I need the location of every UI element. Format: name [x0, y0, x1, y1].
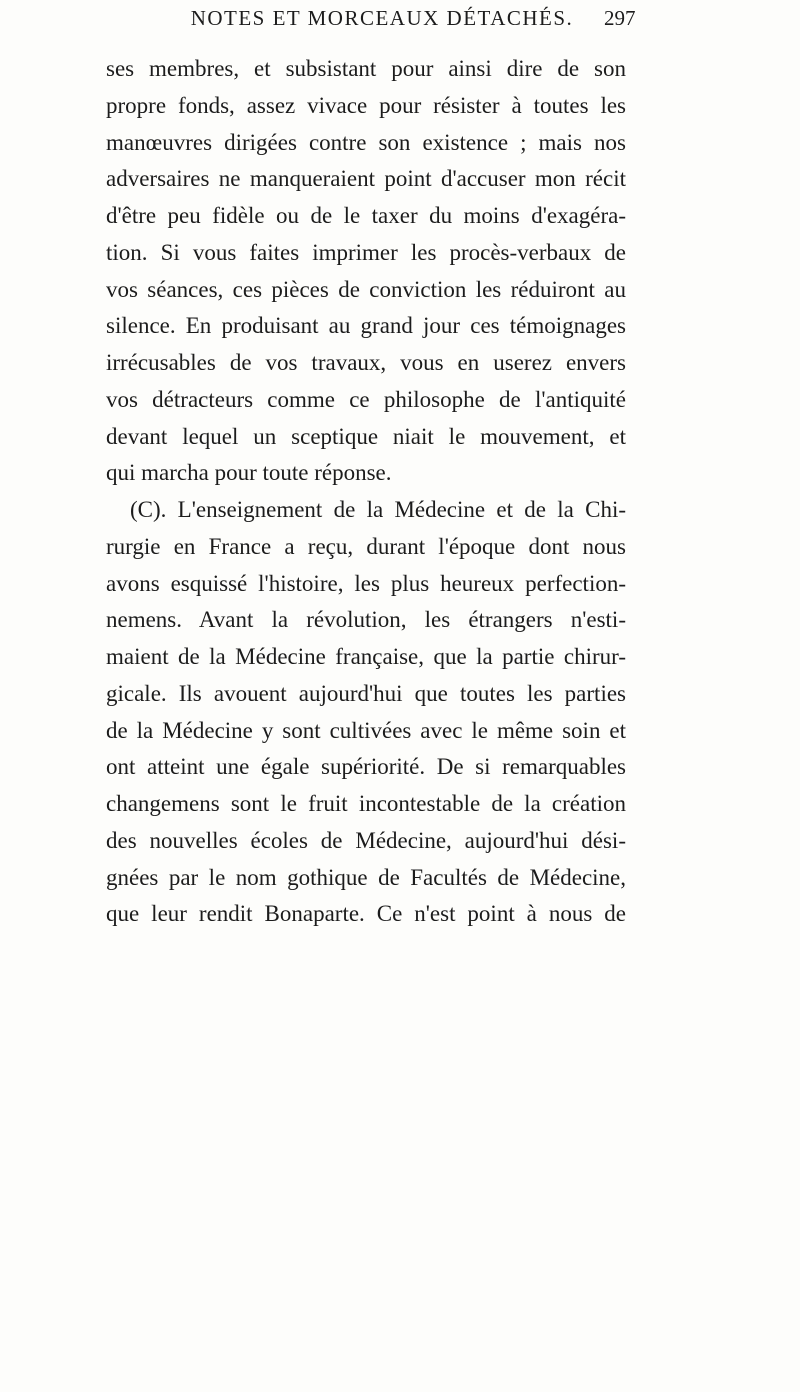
text-line: vos détracteurs comme ce philosophe de l'antiquité	[106, 386, 626, 412]
text-line: d'être peu fidèle ou de le taxer du moins d'exagéra-	[106, 203, 626, 228]
text-line: tion. Si vous faites imprimer les procès-verbaux de	[106, 239, 626, 265]
text-line: changemens sont le fruit incontestable de la création	[106, 791, 626, 816]
body-text	[106, 51, 626, 933]
text-line: rurgie en France a reçu, durant l'époque dont nous	[106, 533, 626, 559]
text-line: avons esquissé l'histoire, les plus heureux perfection-	[106, 570, 626, 596]
paragraph-last-line: qui marcha pour toute réponse.	[106, 460, 392, 486]
text-line: ont atteint une égale supériorité. De si remarquables	[106, 754, 626, 780]
running-title: NOTES ET MORCEAUX DÉTACHÉS.	[190, 6, 574, 30]
text-line: adversaires ne manqueraient point d'accuser mon récit	[106, 166, 626, 192]
text-line: nemens. Avant la révolution, les étrangers n'esti-	[106, 607, 626, 633]
text-line: propre fonds, assez vivace pour résister à toutes les	[106, 92, 626, 118]
text-line: devant lequel un sceptique niait le mouvement, et	[106, 423, 626, 449]
text-line: vos séances, ces pièces de conviction les réduiront au	[106, 276, 626, 302]
text-line: gicale. Ils avouent aujourd'hui que toutes les parties	[106, 680, 626, 706]
page-number: 297	[604, 6, 636, 30]
text-line: irrécusables de vos travaux, vous en userez envers	[106, 350, 626, 375]
text-line: des nouvelles écoles de Médecine, aujourd'hui dési-	[106, 827, 626, 853]
paragraph-first-line: (C). L'enseignement de la Médecine et de la Chi-	[130, 497, 626, 522]
text-line: ses membres, et subsistant pour ainsi dire de son	[106, 56, 626, 81]
text-line: manœuvres dirigées contre son existence ; mais nos	[106, 129, 626, 155]
text-line: que leur rendit Bonaparte. Ce n'est point à nous de	[106, 901, 626, 927]
text-line: gnées par le nom gothique de Facultés de Médecine,	[106, 864, 626, 890]
text-line: silence. En produisant au grand jour ces témoignages	[106, 313, 626, 339]
text-line: maient de la Médecine française, que la partie chirur-	[106, 644, 626, 669]
text-line: de la Médecine y sont cultivées avec le même soin et	[106, 717, 626, 743]
